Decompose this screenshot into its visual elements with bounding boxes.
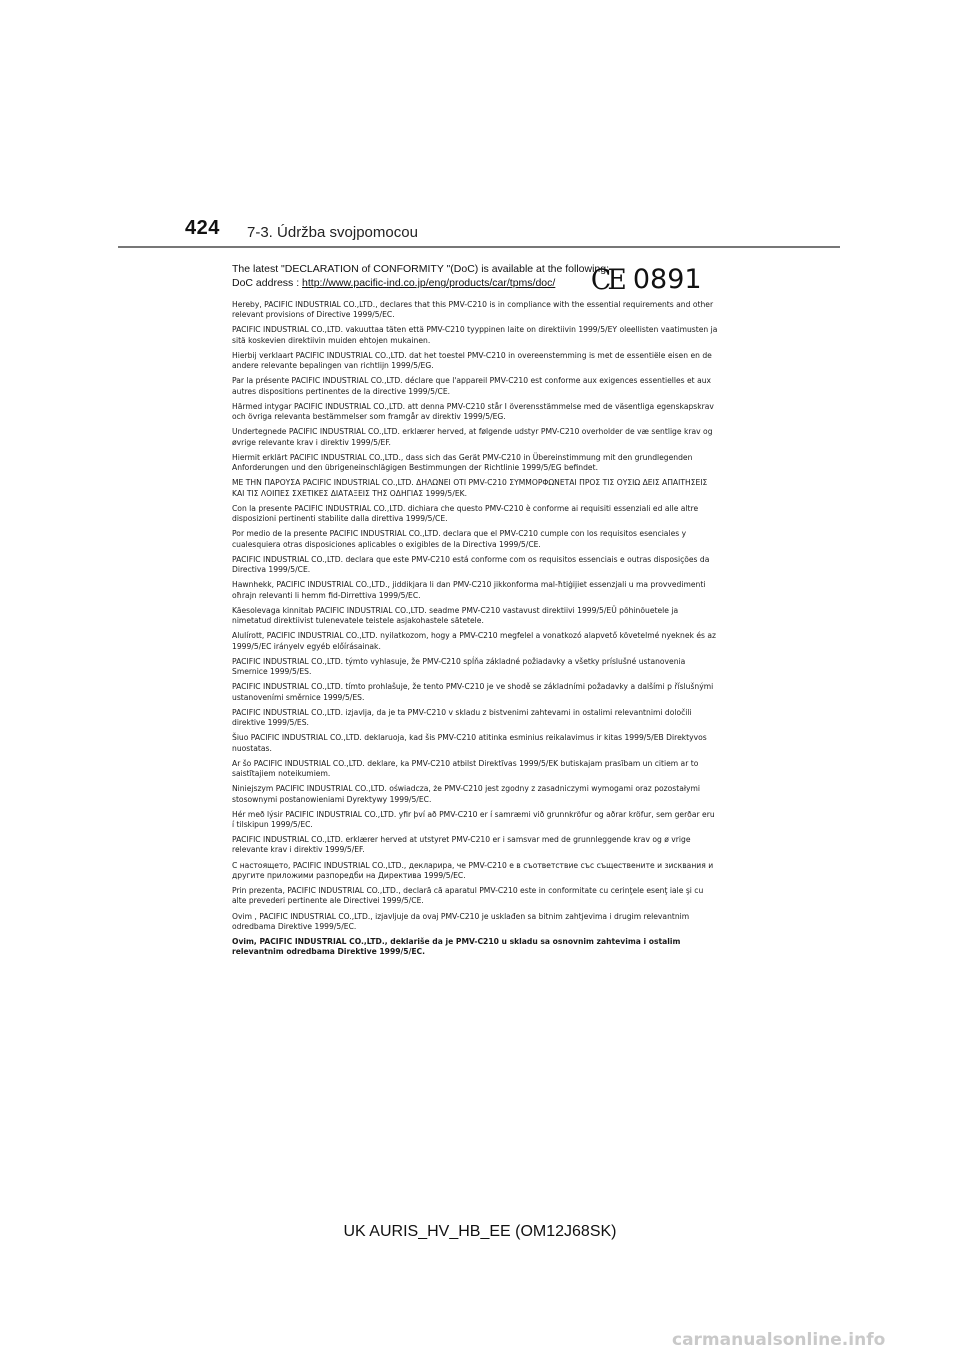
section-title: 7-3. Údržba svojpomocou (247, 224, 418, 241)
doc-address-prefix: DoC address : (232, 277, 303, 289)
footer-code: UK AURIS_HV_HB_EE (OM12J68SK) (343, 1223, 617, 1240)
doc-intro-line: The latest "DECLARATION of CONFORMITY "(DoC) is available at the following: (232, 263, 610, 275)
declaration-paragraph: Hereby, PACIFIC INDUSTRIAL CO.,LTD., declares that this PMV-C210 is in compliance with the essential requirements and other relevant provisions of Directive 1999/5/EC. (232, 300, 714, 320)
declaration-paragraph: Con la presente PACIFIC INDUSTRIAL CO.,LTD. dichiara che questo PMV-C210 è conforme ai requisiti essenziali ed alle altre disposizioni pertinenti stabilite dalla direttiva 1999/5/CE. (232, 503, 699, 524)
declaration-paragraph: Ovim, PACIFIC INDUSTRIAL CO.,LTD., deklariše da je PMV-C210 u skladu sa osnovnim zahtevima i ostalim relevantnim odredbama Direktive 1999/5/EC. (232, 937, 681, 957)
declaration-paragraph: PACIFIC INDUSTRIAL CO.,LTD. izjavlja, da je ta PMV-C210 v skladu z bistvenimi zahtevami in ostalimi relevantnimi določili direktive 1999/5/ES. (232, 707, 692, 728)
declaration-paragraph: Hierbij verklaart PACIFIC INDUSTRIAL CO.,LTD. dat het toestel PMV-C210 in overeenstemming is met de essentiële eisen en de andere relevante bepalingen van richtlijn 1999/5/EG. (232, 350, 712, 371)
declaration-paragraph: Ovim , PACIFIC INDUSTRIAL CO.,LTD., izjavljuje da ovaj PMV-C210 je usklađen sa bitnim zahtjevima i drugim relevantnim odredbama Direktive 1999/5/EC. (232, 911, 690, 931)
declaration-paragraph: PACIFIC INDUSTRIAL CO.,LTD. týmto vyhlasuje, že PMV-C210 spĺňa základné požiadavky a všetky príslušné ustanovenia Smernice 1999/5/ES. (232, 656, 686, 677)
declaration-paragraph: Ar šo PACIFIC INDUSTRIAL CO.,LTD. deklare, ka PMV-C210 atbilst Direktīvas 1999/5/EK butiskajam prasībam un citiem ar to saistītajiem noteikumiem. (232, 758, 699, 779)
declaration-paragraph: Undertegnede PACIFIC INDUSTRIAL CO.,LTD. erklærer herved, at følgende udstyr PMV-C210 overholder de væ sentlige krav og øvrige relevante krav i direktiv 1999/5/EF. (232, 427, 713, 447)
page-number: 424 (185, 217, 220, 239)
declaration-paragraph: Härmed intygar PACIFIC INDUSTRIAL CO.,LTD. att denna PMV-C210 står I överensstämmelse med de väsentliga egenskapskrav och övriga relevanta bestämmelser som framgår av direktiv 1999/5/EG. (232, 401, 714, 422)
declaration-paragraph: PACIFIC INDUSTRIAL CO.,LTD. declara que este PMV-C210 está conforme com os requisitos essenciais e outras disposições da Directiva 1999/5/CE. (232, 554, 710, 575)
declaration-paragraph: С настоящето, PACIFIC INDUSTRIAL CO.,LTD., декларира, че PMV-C210 е в съответствие със съществените и зисквания и другите приложими разпоредби на Директива 1999/5/EC. (232, 860, 714, 880)
declaration-paragraph: Par la présente PACIFIC INDUSTRIAL CO.,LTD. déclare que l'appareil PMV-C210 est conforme aux exigences essentielles et aux autres dispositions pertinentes de la directive 1999/5/CE. (232, 376, 712, 396)
declaration-paragraph: Hér með lýsir PACIFIC INDUSTRIAL CO.,LTD. yfir því að PMV-C210 er í samræmi við grunnkröfur og aðrar kröfur, sem gerðar eru í tilskipun 1999/5/EC. (232, 809, 715, 829)
ce-mark (590, 263, 702, 296)
declaration-paragraph: Prin prezenta, PACIFIC INDUSTRIAL CO.,LTD., declară că aparatul PMV-C210 este in conformitate cu cerinţele esenţ iale şi cu alte prevederi pertinente ale Directivei 1999/5/CE. (232, 886, 704, 906)
ce-notified-body-number: 0891 (632, 264, 702, 295)
declaration-paragraph: Hiermit erklärt PACIFIC INDUSTRIAL CO.,LTD., dass sich das Gerät PMV-C210 in Übereinstimmung mit den grundlegenden Anforderungen und den übrigeneinschlägigen Bestimmungen der Richtlinie 1999/5/EG befindet. (232, 452, 693, 473)
header-rule (118, 246, 840, 248)
declaration-paragraph: Niniejszym PACIFIC INDUSTRIAL CO.,LTD. oświadcza, że PMV-C210 jest zgodny z zasadniczymi wymogami oraz pozostałymi stosownymi postanowieniami Dyrektywy 1999/5/EC. (232, 784, 701, 804)
declaration-paragraph: Alulírott, PACIFIC INDUSTRIAL CO.,LTD. nyilatkozom, hogy a PMV-C210 megfelel a vonatkozó alapvető követelmé nyeknek és az 1999/5/EC irányelv egyéb előírásainak. (232, 631, 717, 651)
declaration-paragraph: ΜΕ ΤΗΝ ΠΑΡΟΥΣΑ PACIFIC INDUSTRIAL CO.,LTD. ΔΗΛΩΝΕΙ ΟΤΙ PMV-C210 ΣΥΜΜΟΡΦΩΝΕΤΑΙ ΠΡΟΣ ΤΙΣ ΟΥΣΙΩ ΔΕΙΣ ΑΠΑΙΤΗΣΕΙΣ ΚΑΙ ΤΙΣ ΛΟΙΠΕΣ ΣΧΕΤΙΚΕΣ ΔΙΑΤΑΞΕΙΣ ΤΗΣ ΟΔΗΓΙΑΣ 1999/5/ΕΚ. (232, 478, 708, 498)
ce-letters: CE (590, 263, 624, 296)
declaration-paragraph: Käesolevaga kinnitab PACIFIC INDUSTRIAL CO.,LTD. seadme PMV-C210 vastavust direktiivi 1999/5/EÜ põhinõuetele ja nimetatud direktiivist tulenevatele teistele asjakohastele sätetele. (232, 605, 679, 626)
doc-address-link[interactable]: http://www.pacific-ind.co.jp/eng/products/car/tpms/doc/ (302, 277, 556, 289)
watermark: carmanualsonline.info (672, 1330, 886, 1350)
declaration-paragraph: Por medio de la presente PACIFIC INDUSTRIAL CO.,LTD. declara que el PMV-C210 cumple con los requisitos esenciales y cualesquiera otras disposiciones aplicables o exigibles de la Directiva 1999/5/CE. (232, 529, 687, 549)
declaration-image (232, 262, 718, 1062)
declaration-paragraph: PACIFIC INDUSTRIAL CO.,LTD. tímto prohlašuje, že tento PMV-C210 je ve shodě se základními požadavky a dalšími p říslušnými ustanoveními směrnice 1999/5/ES. (232, 682, 714, 702)
declaration-list (232, 300, 718, 958)
declaration-paragraph: Šiuo PACIFIC INDUSTRIAL CO.,LTD. deklaruoja, kad šis PMV-C210 atitinka esminius reikalavimus ir kitas 1999/5/EB Direktyvos nuostatas. (232, 733, 707, 753)
declaration-paragraph: PACIFIC INDUSTRIAL CO.,LTD. erklærer herved at utstyret PMV-C210 er i samsvar med de grunnleggende krav og ø vrige relevante krav i direktiv 1999/5/EF. (232, 835, 691, 855)
declaration-paragraph: Hawnhekk, PACIFIC INDUSTRIAL CO.,LTD., jiddikjara li dan PMV-C210 jikkonforma mal-ħtiġijiet essenzjali u ma provvedimenti oħrajn relevanti li hemm fid-Dirrettiva 1999/5/EC. (232, 580, 706, 600)
declaration-paragraph: PACIFIC INDUSTRIAL CO.,LTD. vakuuttaa täten että PMV-C210 tyyppinen laite on direktiivin 1999/5/EY oleellisten vaatimusten ja sitä koskevien direktiivin muiden ehtojen mukainen. (232, 325, 718, 345)
